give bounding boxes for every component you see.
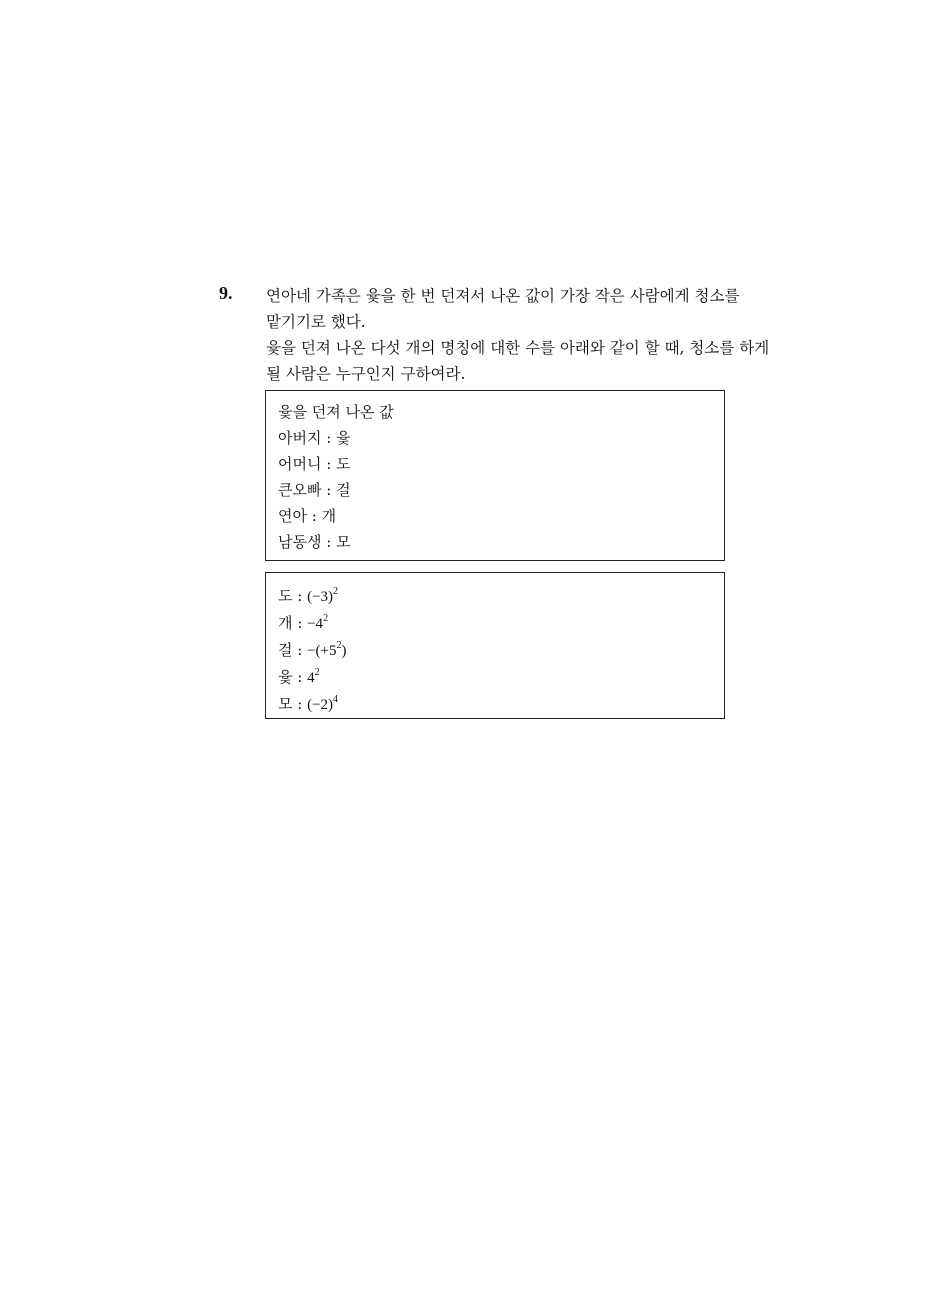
yut-results-box [265,390,725,561]
score-expression: $-4^2$ [307,613,329,632]
yut-score-row: 모 : $(-2)^4$ [278,694,339,713]
score-expression: $(-2)^4$ [307,694,339,713]
person-name: 어머니 [278,455,322,473]
yut-name: 도 [278,587,293,605]
yut-result: 모 [336,533,351,551]
yut-result-row: 연아 : 개 [278,507,337,525]
yut-score-row: 윷 : $4^2$ [278,667,320,686]
problem-number: 9. [219,283,233,303]
yut-result-row: 큰오빠 : 걸 [278,481,351,499]
yut-result-row: 남동생 : 모 [278,533,351,551]
yut-name: 윷 [278,668,293,686]
yut-result: 걸 [336,481,351,499]
yut-name: 개 [278,614,293,632]
yut-score-row: 도 : $(-3)^2$ [278,586,339,605]
score-expression: $-(+5^2)$ [307,640,347,659]
person-name: 큰오빠 [278,481,322,499]
statement-line: 윷을 던져 나온 다섯 개의 명칭에 대한 수를 아래와 같이 할 때, 청소를 하게 [266,339,770,357]
yut-results-title: 윷을 던져 나온 값 [278,403,394,421]
score-expression: $4^2$ [307,667,320,686]
statement-line: 맡기기로 했다. [266,313,366,331]
person-name: 아버지 [278,429,322,447]
person-name: 남동생 [278,533,322,551]
statement-line: 될 사람은 누구인지 구하여라. [266,365,466,383]
statement-line: 연아네 가족은 윷을 한 번 던져서 나온 값이 가장 작은 사람에게 청소를 [266,287,740,305]
yut-result-row: 아버지 : 윷 [278,429,351,447]
yut-result-row: 어머니 : 도 [278,455,351,473]
yut-result: 도 [336,455,351,473]
yut-score-row: 걸 : $-(+5^2)$ [278,640,347,659]
yut-name: 걸 [278,641,293,659]
yut-score-row: 개 : $-4^2$ [278,613,329,632]
yut-result: 윷 [336,429,351,447]
score-expression: $(-3)^2$ [307,586,339,605]
yut-result: 개 [321,507,337,525]
person-name: 연아 [278,507,307,525]
yut-scores-box [265,572,725,719]
problem-statement [266,283,770,387]
yut-name: 모 [278,695,293,713]
